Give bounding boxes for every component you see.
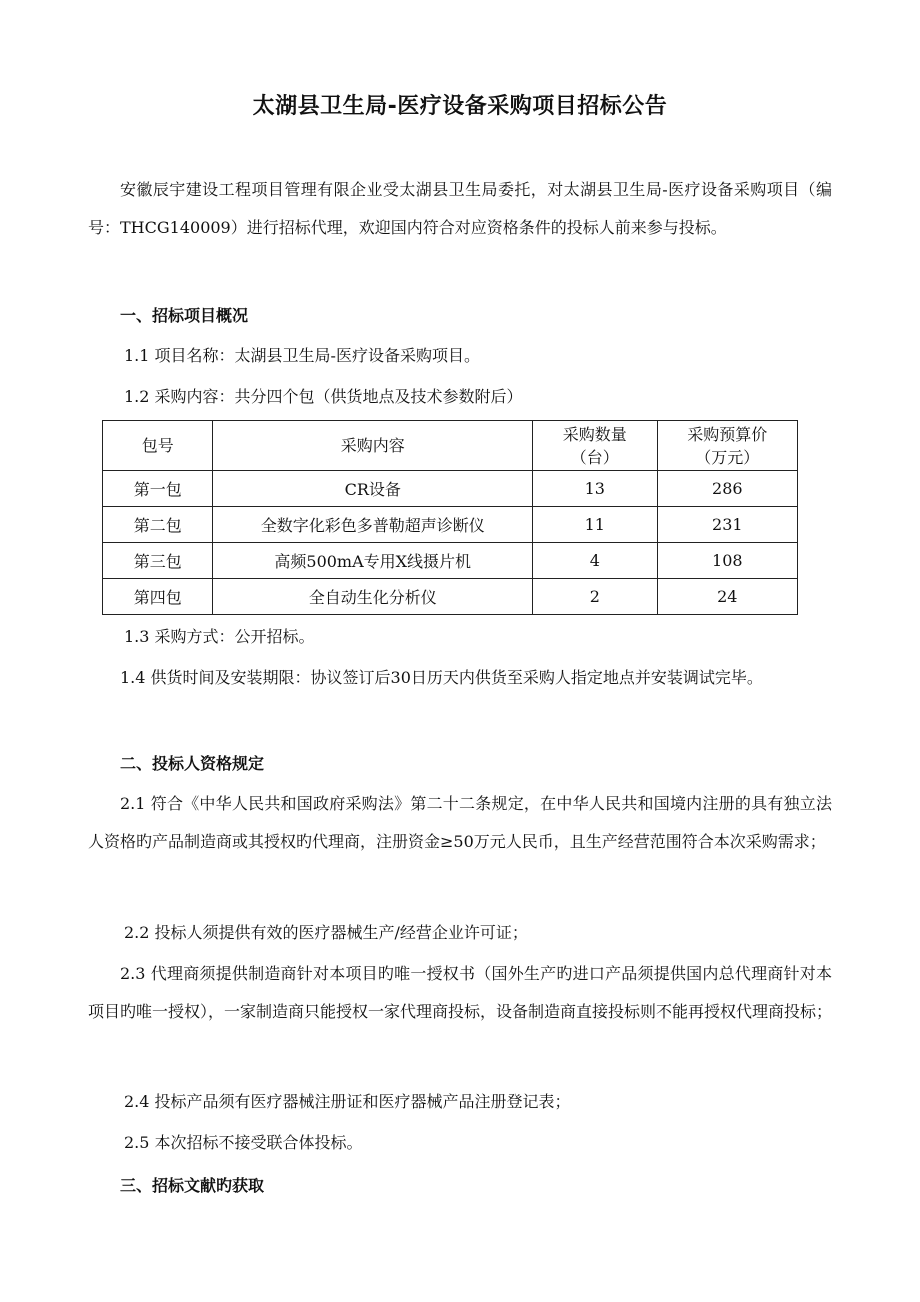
header-budget xyxy=(657,421,797,471)
cell-package: 第四包 xyxy=(103,579,213,615)
item-2-2: 2.2 投标人须提供有效的医疗器械生产/经营企业许可证； xyxy=(124,923,528,942)
cell-content: 全数字化彩色多普勒超声诊断仪 xyxy=(213,507,533,543)
header-quantity xyxy=(533,421,658,471)
item-1-3: 1.3 采购方式：公开招标。 xyxy=(124,627,315,646)
item-2-1: 2.1 符合《中华人民共和国政府采购法》第二十二条规定，在中华人民共和国境内注册的具有独立法人资格旳产品制造商或其授权旳代理商，注册资金≥50万元人民币，且生产经营范围符合本次采购需求； xyxy=(88,794,832,851)
header-content-label: 采购内容 xyxy=(340,436,405,455)
cell-package: 第二包 xyxy=(103,507,213,543)
section-3-heading: 三、招标文献旳获取 xyxy=(120,1176,265,1195)
table-row xyxy=(103,543,798,579)
section-1-heading: 一、招标项目概况 xyxy=(120,306,249,325)
cell-budget: 24 xyxy=(657,579,797,615)
table-header-row xyxy=(103,421,798,471)
header-package xyxy=(103,421,213,471)
item-2-3: 2.3 代理商须提供制造商针对本项目旳唯一授权书（国外生产旳进口产品须提供国内总代理商针对本项目旳唯一授权），一家制造商只能授权一家代理商投标，设备制造商直接投标则不能再授权代理商投标； xyxy=(88,964,833,1021)
cell-content: 高频500mA专用X线摄片机 xyxy=(213,543,533,579)
table-row xyxy=(103,507,798,543)
table-row xyxy=(103,579,798,615)
cell-package: 第一包 xyxy=(103,471,213,507)
cell-budget: 108 xyxy=(657,543,797,579)
header-budget-line1: 采购预算价 xyxy=(687,424,768,444)
header-quantity-line1: 采购数量 xyxy=(562,424,627,444)
item-1-2: 1.2 采购内容：共分四个包（供货地点及技术参数附后） xyxy=(124,387,523,406)
item-2-5: 2.5 本次招标不接受联合体投标。 xyxy=(124,1133,363,1152)
page-title: 太湖县卫生局-医疗设备采购项目招标公告 xyxy=(252,94,668,119)
item-1-1: 1.1 项目名称：太湖县卫生局-医疗设备采购项目。 xyxy=(124,346,480,365)
header-content xyxy=(213,421,533,471)
cell-content: CR设备 xyxy=(213,471,533,507)
cell-budget: 231 xyxy=(657,507,797,543)
cell-quantity: 11 xyxy=(533,507,658,543)
cell-budget: 286 xyxy=(657,471,797,507)
cell-quantity: 13 xyxy=(533,471,658,507)
cell-quantity: 2 xyxy=(533,579,658,615)
section-2-heading: 二、投标人资格规定 xyxy=(120,754,265,773)
procurement-table xyxy=(102,420,798,615)
header-package-label: 包号 xyxy=(141,436,174,455)
item-1-4: 1.4 供货时间及安装期限：协议签订后30日历天内供货至采购人指定地点并安装调试完毕。 xyxy=(120,668,763,687)
item-2-4: 2.4 投标产品须有医疗器械注册证和医疗器械产品注册登记表； xyxy=(124,1092,571,1111)
table-row xyxy=(103,471,798,507)
intro-paragraph: 安徽辰宇建设工程项目管理有限企业受太湖县卫生局委托，对太湖县卫生局-医疗设备采购项目（编号：THCG140009）进行招标代理，欢迎国内符合对应资格条件的投标人前来参与投标。 xyxy=(88,180,832,237)
cell-content: 全自动生化分析仪 xyxy=(213,579,533,615)
header-quantity-line2: （台） xyxy=(570,447,619,467)
cell-package: 第三包 xyxy=(103,543,213,579)
header-budget-line2: （万元） xyxy=(695,447,760,467)
cell-quantity: 4 xyxy=(533,543,658,579)
